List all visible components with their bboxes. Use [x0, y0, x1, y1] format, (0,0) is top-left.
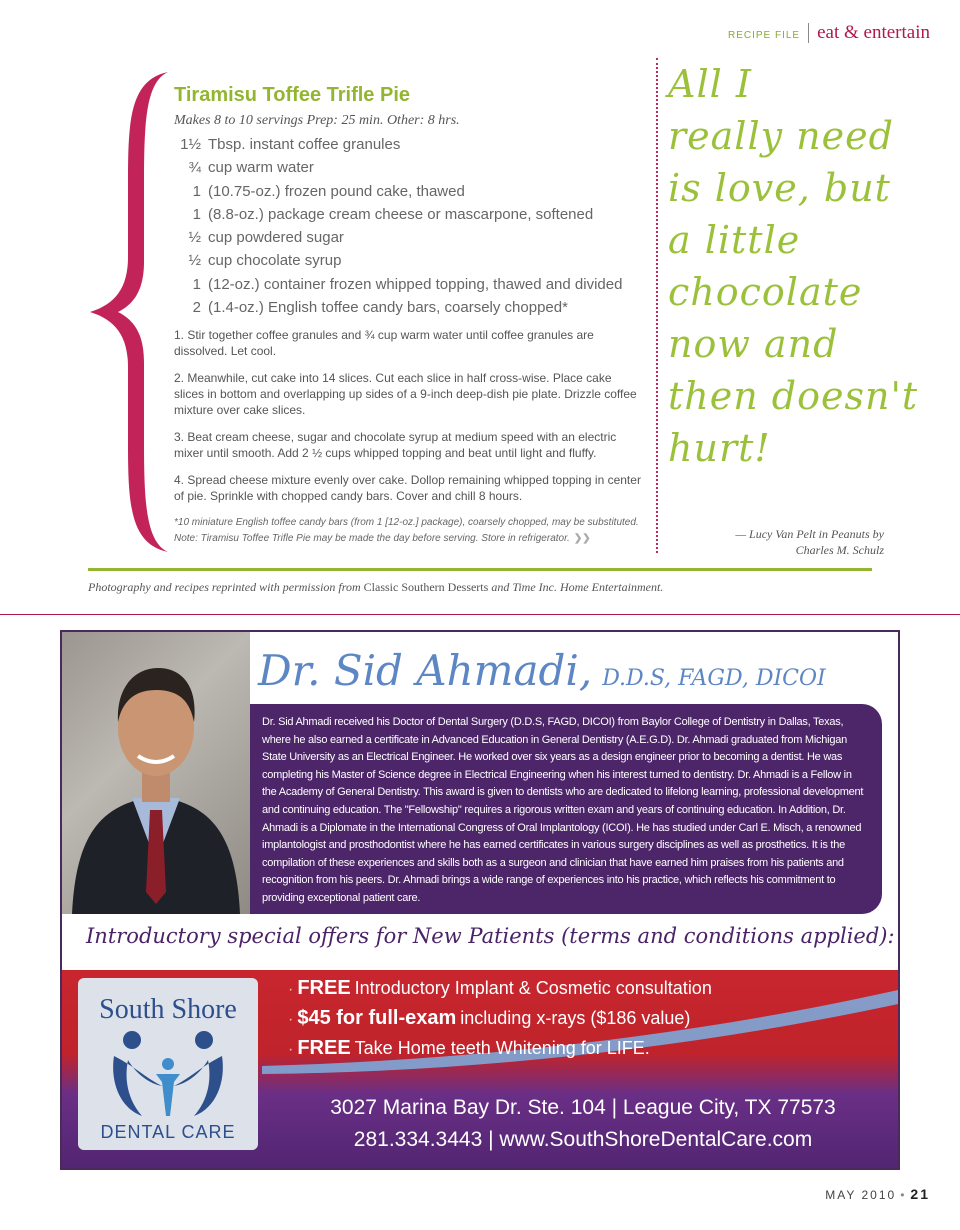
ingredient-qty: 1	[192, 275, 201, 293]
quote-text	[668, 58, 948, 474]
recipe-step: 2. Meanwhile, cut cake into 14 slices. Cut each slice in half cross-wise. Place cake slices in bottom and overlapping up sides of a 9-inch deep-dish pie plate. Drizzle coffee mixture over cake slices.	[174, 371, 637, 418]
contact-block	[288, 1092, 878, 1156]
bullet-icon: ·	[288, 981, 294, 998]
logo-wordmark: South Shore	[99, 994, 237, 1025]
quote-line: a little	[668, 218, 801, 262]
header-divider	[808, 23, 809, 43]
logo-tagline: DENTAL CARE	[100, 1122, 236, 1142]
ingredient-list	[174, 133, 642, 319]
ingredient-qty: 1	[192, 205, 201, 223]
quote-line: now and	[668, 322, 839, 366]
magenta-rule	[0, 614, 960, 615]
quote-line: hurt!	[668, 426, 771, 470]
family-icon	[106, 1030, 230, 1120]
section-header	[728, 22, 930, 44]
credit-suffix: and Time Inc. Home Entertainment.	[491, 580, 664, 594]
offer-highlight: FREE	[297, 977, 351, 999]
ingredient-item	[174, 273, 642, 296]
doctor-bio-panel	[250, 704, 882, 914]
ingredient-text: cup chocolate syrup	[208, 252, 342, 270]
section-label: RECIPE FILE	[727, 30, 801, 41]
ingredient-item	[174, 203, 642, 226]
recipe-title: Tiramisu Toffee Trifle Pie	[174, 84, 410, 106]
ingredient-item	[174, 156, 642, 179]
bullet-icon: ·	[288, 1041, 294, 1058]
ingredient-text: cup warm water	[208, 159, 314, 177]
ingredient-text: cup powdered sugar	[208, 229, 344, 247]
photo-credit	[88, 580, 663, 595]
ingredient-text: (8.8-oz.) package cream cheese or mascarpone, softened	[208, 205, 594, 223]
offer-item	[288, 1004, 888, 1034]
ingredient-qty: 1½	[180, 136, 201, 153]
offer-text: Take Home teeth Whitening for LIFE.	[354, 1038, 650, 1058]
quote-block	[668, 58, 948, 557]
recipe-note-text: Note: Tiramisu Toffee Trifle Pie may be made the day before serving. Store in refrigerator.	[174, 533, 570, 545]
ingredient-qty: 2	[192, 299, 201, 317]
doctor-portrait	[62, 632, 250, 914]
doctor-name: Dr. Sid Ahmadi,	[258, 646, 593, 695]
attribution-line: — Lucy Van Pelt in Peanuts by	[735, 527, 884, 541]
ingredient-text: (10.75-oz.) frozen pound cake, thawed	[208, 182, 465, 200]
recipe-step: 4. Spread cheese mixture evenly over cake. Dollop remaining whipped topping in center of pie. Sprinkle with chopped candy bars. Cover and chill 8 hours.	[174, 473, 641, 504]
offer-item	[288, 974, 888, 1004]
doctor-credentials: D.D.S, FAGD, DICOI	[602, 666, 826, 691]
quote-line: chocolate	[668, 270, 863, 314]
offer-text: Introductory Implant & Cosmetic consultation	[354, 978, 712, 998]
south-shore-logo	[78, 978, 258, 1150]
ingredient-item	[174, 249, 642, 272]
offer-list	[288, 974, 888, 1064]
dotted-divider	[656, 58, 658, 553]
recipe-note	[174, 531, 642, 547]
recipe-steps	[174, 327, 642, 504]
curly-brace-ornament	[88, 72, 170, 552]
ingredient-text: Tbsp. instant coffee granules	[208, 136, 401, 153]
recipe-footnote: *10 miniature English toffee candy bars (from 1 [12-oz.] package), coarsely chopped, may be substituted.	[174, 517, 639, 529]
doctor-bio: Dr. Sid Ahmadi received his Doctor of Dental Surgery (D.D.S, FAGD, DICOI) from Baylor College of Dentistry in Dallas, Texas, where he also earned a certificate in Advanced Education in General Dentistry (A.E.G.D). Dr. Ahmadi graduated from Michigan State University as an Electrical Engineer. He worked over six years as a design engineer prior to becoming a dentist. He was completing his Master of Science degree in Electrical Engineering when his interest turned to dentistry. Dr. Ahmadi is a Fellow in the Academy of General Dentistry. This award is given to dentists who are dedicated to lifelong learning, professional development and continuing education. The "Fellowship" requires a rigorous written exam and years of continuing education. In Addition, Dr. Ahmadi is a Diplomate in the International Congress of Oral Implantology (ICOI). He has studied under Carl E. Misch, a renowned implantologist and prosthodontist where he has earned certificates in various surgery disciplines as well as prosthetics. It is the compilation of these experiences and skills both as a surgeon and clinician that have earned him praises from his patients and recognition from his peers. Dr. Ahmadi brings a wide range of experiences into his practice, which reflects his commitment to providing exceptional patient care.	[262, 716, 864, 904]
ingredient-item	[174, 296, 642, 319]
credit-prefix: Photography and recipes reprinted with permission from	[88, 580, 361, 594]
recipe-step: 3. Beat cream cheese, sugar and chocolate syrup at medium speed with an electric mixer until smooth. Add 2 ½ cups whipped topping and beat until light and fluffy.	[174, 430, 617, 461]
ingredient-text: (12-oz.) container frozen whipped topping, thawed and divided	[208, 275, 623, 293]
ingredient-item	[174, 133, 642, 156]
recipe-block	[174, 84, 642, 547]
ingredient-qty: ¾	[188, 159, 201, 177]
quote-line: All I	[668, 62, 752, 106]
quote-line: really need	[668, 114, 894, 158]
ingredient-text: (1.4-oz.) English toffee candy bars, coarsely chopped*	[208, 299, 568, 317]
ingredient-qty: ½	[188, 229, 201, 247]
quote-line: then doesn't	[668, 374, 919, 418]
practice-contact: 281.334.3443 | www.SouthShoreDentalCare.com	[353, 1128, 813, 1151]
recipe-subtitle: Makes 8 to 10 servings Prep: 25 min. Other: 8 hrs.	[174, 113, 460, 128]
ingredient-qty: ½	[188, 252, 201, 270]
green-rule	[88, 568, 872, 571]
double-chevron-icon: ❯❯	[573, 533, 591, 545]
offer-highlight: FREE	[297, 1037, 351, 1059]
page-folio	[825, 1186, 930, 1202]
ingredient-qty: 1	[192, 182, 201, 200]
folio-separator: •	[900, 1188, 907, 1202]
offer-highlight: $45 for full-exam	[297, 1007, 457, 1029]
section-title: eat & entertain	[817, 22, 930, 43]
dental-advertisement	[60, 630, 900, 1170]
bullet-icon: ·	[288, 1011, 294, 1028]
credit-book: Classic Southern Desserts	[363, 580, 489, 594]
page-number: 21	[910, 1186, 930, 1202]
offer-panel	[62, 970, 898, 1170]
attribution-line: Charles M. Schulz	[795, 543, 884, 557]
ingredient-item	[174, 226, 642, 249]
issue-date: MAY 2010	[825, 1188, 897, 1202]
offers-heading: Introductory special offers for New Patients (terms and conditions applied):	[86, 924, 895, 948]
practice-address: 3027 Marina Bay Dr. Ste. 104 | League City, TX 77573	[330, 1096, 836, 1119]
quote-line: is love, but	[668, 166, 891, 210]
doctor-name-heading	[258, 646, 826, 695]
quote-attribution	[668, 526, 884, 558]
ingredient-item	[174, 180, 642, 203]
recipe-step: 1. Stir together coffee granules and ¾ cup warm water until coffee granules are dissolved. Let cool.	[174, 328, 594, 359]
portrait-illustration	[62, 632, 250, 914]
offer-item	[288, 1034, 888, 1064]
offer-text: including x-rays ($186 value)	[460, 1008, 691, 1028]
